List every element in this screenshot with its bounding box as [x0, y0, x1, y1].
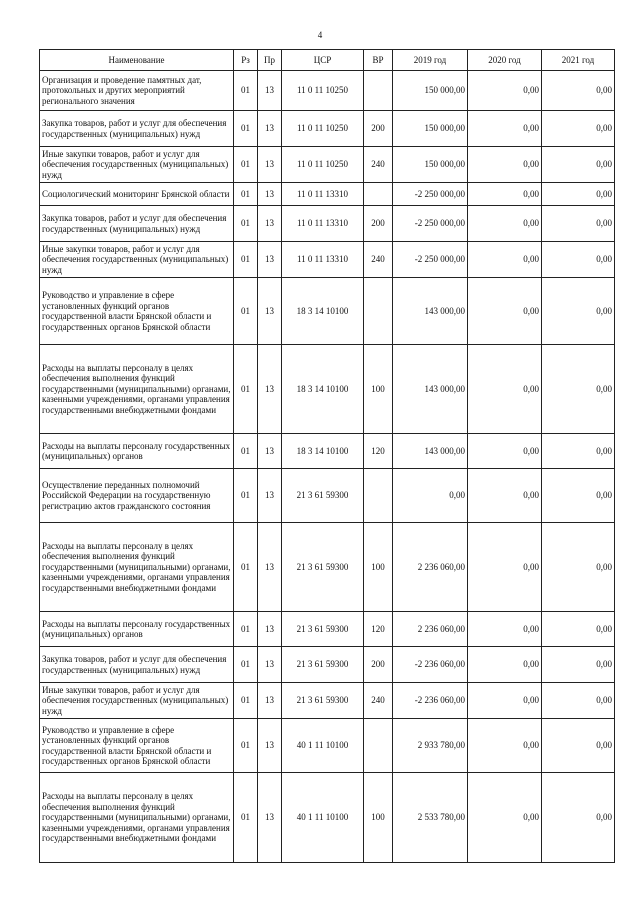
cell-2020: 0,00 — [468, 206, 542, 242]
table-row — [40, 719, 615, 773]
budget-table — [39, 49, 615, 863]
table-row — [40, 147, 615, 183]
cell-2019: 2 236 060,00 — [393, 612, 468, 647]
cell-rz: 01 — [234, 147, 258, 183]
cell-csr: 11 0 11 10250 — [282, 147, 364, 183]
cell-2019: 2 933 780,00 — [393, 719, 468, 773]
table-row — [40, 434, 615, 469]
cell-2021: 0,00 — [542, 469, 615, 523]
cell-csr: 11 0 11 10250 — [282, 71, 364, 111]
cell-2021: 0,00 — [542, 183, 615, 206]
cell-2020: 0,00 — [468, 523, 542, 612]
cell-pr: 13 — [258, 345, 282, 434]
cell-pr: 13 — [258, 683, 282, 719]
cell-2021: 0,00 — [542, 147, 615, 183]
table-row — [40, 523, 615, 612]
header-rz: Рз — [234, 50, 258, 71]
cell-vr — [364, 71, 393, 111]
cell-rz: 01 — [234, 434, 258, 469]
table-header-row — [40, 50, 615, 71]
cell-csr: 11 0 11 13310 — [282, 206, 364, 242]
cell-vr — [364, 183, 393, 206]
header-vr: ВР — [364, 50, 393, 71]
cell-2019: 143 000,00 — [393, 434, 468, 469]
cell-2020: 0,00 — [468, 111, 542, 147]
cell-name: Закупка товаров, работ и услуг для обеспечения государственных (муниципальных) нужд — [40, 206, 234, 242]
cell-2020: 0,00 — [468, 469, 542, 523]
cell-name: Расходы на выплаты персоналу государственных (муниципальных) органов — [40, 612, 234, 647]
cell-2021: 0,00 — [542, 773, 615, 863]
cell-csr: 18 3 14 10100 — [282, 434, 364, 469]
cell-2019: 2 236 060,00 — [393, 523, 468, 612]
cell-name: Расходы на выплаты персоналу в целях обеспечения выполнения функций государственными (муниципальными) органами, казенными учреждениями, органами управления государственными внебюджетными фондами — [40, 523, 234, 612]
cell-2021: 0,00 — [542, 345, 615, 434]
cell-2019: 150 000,00 — [393, 71, 468, 111]
cell-pr: 13 — [258, 242, 282, 278]
cell-name: Руководство и управление в сфере установленных функций органов государственной власти Брянской области и государственных органов Брянской области — [40, 719, 234, 773]
cell-2019: 143 000,00 — [393, 278, 468, 345]
table-row — [40, 206, 615, 242]
cell-vr: 100 — [364, 773, 393, 863]
cell-2019: 150 000,00 — [393, 147, 468, 183]
cell-vr: 240 — [364, 683, 393, 719]
cell-vr — [364, 469, 393, 523]
cell-rz: 01 — [234, 773, 258, 863]
cell-rz: 01 — [234, 719, 258, 773]
cell-2021: 0,00 — [542, 242, 615, 278]
table-row — [40, 278, 615, 345]
cell-vr — [364, 278, 393, 345]
table-row — [40, 71, 615, 111]
table-row — [40, 242, 615, 278]
table-row — [40, 647, 615, 683]
cell-rz: 01 — [234, 612, 258, 647]
cell-rz: 01 — [234, 183, 258, 206]
cell-2019: 150 000,00 — [393, 111, 468, 147]
cell-name: Иные закупки товаров, работ и услуг для обеспечения государственных (муниципальных) нужд — [40, 683, 234, 719]
cell-pr: 13 — [258, 469, 282, 523]
cell-2021: 0,00 — [542, 647, 615, 683]
table-body — [40, 71, 615, 863]
cell-name: Осуществление переданных полномочий Российской Федерации на государственную регистрацию актов гражданского состояния — [40, 469, 234, 523]
cell-name: Организация и проведение памятных дат, протокольных и других мероприятий регионального значения — [40, 71, 234, 111]
cell-pr: 13 — [258, 206, 282, 242]
cell-csr: 18 3 14 10100 — [282, 278, 364, 345]
cell-csr: 21 3 61 59300 — [282, 683, 364, 719]
cell-name: Руководство и управление в сфере установленных функций органов государственной власти Брянской области и государственных органов Брянской области — [40, 278, 234, 345]
cell-2021: 0,00 — [542, 206, 615, 242]
cell-2019: 2 533 780,00 — [393, 773, 468, 863]
cell-pr: 13 — [258, 71, 282, 111]
cell-rz: 01 — [234, 206, 258, 242]
table-row — [40, 612, 615, 647]
cell-2019: -2 250 000,00 — [393, 206, 468, 242]
cell-pr: 13 — [258, 183, 282, 206]
cell-vr: 200 — [364, 206, 393, 242]
cell-pr: 13 — [258, 278, 282, 345]
cell-rz: 01 — [234, 683, 258, 719]
cell-name: Расходы на выплаты персоналу в целях обеспечения выполнения функций государственными (муниципальными) органами, казенными учреждениями, органами управления государственными внебюджетными фондами — [40, 773, 234, 863]
cell-vr: 100 — [364, 345, 393, 434]
cell-csr: 11 0 11 13310 — [282, 242, 364, 278]
cell-csr: 40 1 11 10100 — [282, 773, 364, 863]
cell-name: Иные закупки товаров, работ и услуг для обеспечения государственных (муниципальных) нужд — [40, 242, 234, 278]
cell-csr: 40 1 11 10100 — [282, 719, 364, 773]
cell-2021: 0,00 — [542, 278, 615, 345]
header-pr: Пр — [258, 50, 282, 71]
cell-vr: 100 — [364, 523, 393, 612]
cell-2019: -2 250 000,00 — [393, 242, 468, 278]
cell-csr: 11 0 11 13310 — [282, 183, 364, 206]
cell-pr: 13 — [258, 719, 282, 773]
header-2021: 2021 год — [542, 50, 615, 71]
cell-vr: 200 — [364, 111, 393, 147]
header-csr: ЦСР — [282, 50, 364, 71]
cell-name: Социологический мониторинг Брянской области — [40, 183, 234, 206]
cell-csr: 21 3 61 59300 — [282, 612, 364, 647]
cell-name: Иные закупки товаров, работ и услуг для обеспечения государственных (муниципальных) нужд — [40, 147, 234, 183]
cell-2020: 0,00 — [468, 773, 542, 863]
page-number: 4 — [317, 30, 323, 40]
cell-2020: 0,00 — [468, 278, 542, 345]
cell-csr: 11 0 11 10250 — [282, 111, 364, 147]
cell-2019: -2 236 060,00 — [393, 647, 468, 683]
cell-2020: 0,00 — [468, 345, 542, 434]
table-row — [40, 183, 615, 206]
cell-2021: 0,00 — [542, 523, 615, 612]
cell-vr: 240 — [364, 242, 393, 278]
cell-2019: -2 250 000,00 — [393, 183, 468, 206]
cell-2021: 0,00 — [542, 612, 615, 647]
cell-2020: 0,00 — [468, 242, 542, 278]
cell-vr — [364, 719, 393, 773]
cell-name: Расходы на выплаты персоналу в целях обеспечения выполнения функций государственными (муниципальными) органами, казенными учреждениями, органами управления государственными внебюджетными фондами — [40, 345, 234, 434]
cell-pr: 13 — [258, 434, 282, 469]
cell-csr: 21 3 61 59300 — [282, 647, 364, 683]
cell-2021: 0,00 — [542, 719, 615, 773]
table-row — [40, 469, 615, 523]
cell-2019: 143 000,00 — [393, 345, 468, 434]
cell-pr: 13 — [258, 111, 282, 147]
cell-2021: 0,00 — [542, 71, 615, 111]
cell-name: Закупка товаров, работ и услуг для обеспечения государственных (муниципальных) нужд — [40, 111, 234, 147]
cell-csr: 21 3 61 59300 — [282, 469, 364, 523]
cell-2019: 0,00 — [393, 469, 468, 523]
cell-pr: 13 — [258, 773, 282, 863]
cell-2020: 0,00 — [468, 719, 542, 773]
cell-name: Расходы на выплаты персоналу государственных (муниципальных) органов — [40, 434, 234, 469]
cell-2020: 0,00 — [468, 71, 542, 111]
cell-rz: 01 — [234, 345, 258, 434]
cell-rz: 01 — [234, 469, 258, 523]
cell-csr: 21 3 61 59300 — [282, 523, 364, 612]
cell-pr: 13 — [258, 647, 282, 683]
cell-rz: 01 — [234, 523, 258, 612]
cell-2020: 0,00 — [468, 683, 542, 719]
cell-rz: 01 — [234, 111, 258, 147]
header-2020: 2020 год — [468, 50, 542, 71]
table-row — [40, 111, 615, 147]
cell-pr: 13 — [258, 523, 282, 612]
cell-csr: 18 3 14 10100 — [282, 345, 364, 434]
cell-2020: 0,00 — [468, 434, 542, 469]
cell-rz: 01 — [234, 242, 258, 278]
cell-2020: 0,00 — [468, 183, 542, 206]
table-row — [40, 683, 615, 719]
cell-2020: 0,00 — [468, 647, 542, 683]
header-name: Наименование — [40, 50, 234, 71]
cell-2020: 0,00 — [468, 612, 542, 647]
cell-2021: 0,00 — [542, 434, 615, 469]
cell-name: Закупка товаров, работ и услуг для обеспечения государственных (муниципальных) нужд — [40, 647, 234, 683]
cell-2021: 0,00 — [542, 111, 615, 147]
cell-rz: 01 — [234, 71, 258, 111]
cell-pr: 13 — [258, 612, 282, 647]
header-2019: 2019 год — [393, 50, 468, 71]
cell-2020: 0,00 — [468, 147, 542, 183]
cell-vr: 120 — [364, 434, 393, 469]
cell-vr: 240 — [364, 147, 393, 183]
table-row — [40, 345, 615, 434]
cell-2021: 0,00 — [542, 683, 615, 719]
cell-vr: 120 — [364, 612, 393, 647]
cell-rz: 01 — [234, 647, 258, 683]
cell-2019: -2 236 060,00 — [393, 683, 468, 719]
table-row — [40, 773, 615, 863]
cell-rz: 01 — [234, 278, 258, 345]
cell-vr: 200 — [364, 647, 393, 683]
cell-pr: 13 — [258, 147, 282, 183]
